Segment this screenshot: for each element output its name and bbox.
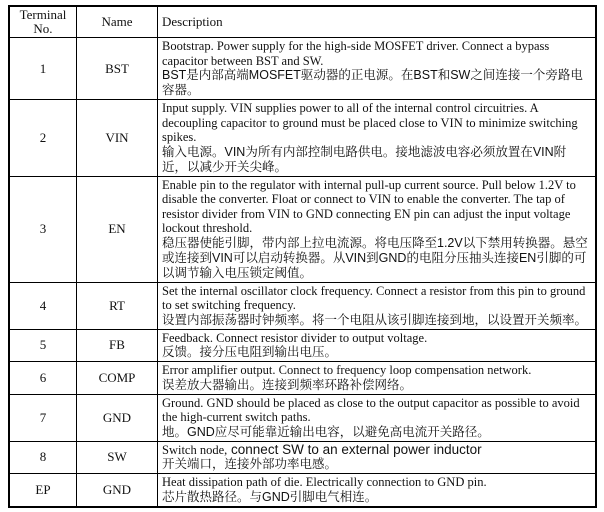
description-cell [158, 282, 597, 329]
description-cell [158, 176, 597, 282]
name-cell: SW [77, 441, 158, 474]
name-cell: GND [77, 474, 158, 507]
terminal-cell: EP [9, 474, 77, 507]
description-cell [158, 474, 597, 507]
description-english: Ground. GND should be placed as close to the output capacitor as possible to avoid the high-current switch paths. [162, 395, 580, 424]
table-row [9, 362, 596, 395]
terminal-cell: 5 [9, 329, 77, 362]
description-english: Enable pin to the regulator with internal pull-up current source. Pull below 1.2V to disable the converter. Float or connect to VIN to enable the converter. The tap of resistor divider from VIN to GND connecting EN pin can adjust the input voltage lockout threshold. [162, 177, 576, 235]
description-chinese: 误差放大器输出。连接到频率环路补偿网络。 [162, 377, 413, 392]
description-english: Bootstrap. Power supply for the high-side MOSFET driver. Connect a bypass capacitor between BST and SW. [162, 39, 550, 68]
description-english: Error amplifier output. Connect to frequency loop compensation network. [162, 363, 532, 377]
table-row [9, 282, 596, 329]
name-cell: RT [77, 282, 158, 329]
table-header-row [9, 6, 596, 38]
terminal-cell: 3 [9, 176, 77, 282]
terminal-cell: 4 [9, 282, 77, 329]
description-chinese: 开关端口，连接外部功率电感。 [162, 457, 338, 471]
description-chinese: 设置内部振荡器时钟频率。将一个电阻从该引脚连接到地，以设置开关频率。 [162, 312, 588, 327]
description-chinese: 反馈。接分压电阻到输出电压。 [162, 345, 338, 359]
table-row [9, 38, 596, 100]
description-cell [158, 362, 597, 395]
description-cell [158, 394, 597, 441]
pin-description-table [8, 5, 597, 508]
table-row [9, 441, 596, 474]
table-row [9, 394, 596, 441]
header-description: Description [158, 6, 597, 38]
name-cell: COMP [77, 362, 158, 395]
terminal-cell: 8 [9, 441, 77, 474]
description-chinese: 地。GND应尽可能靠近输出电容，以避免高电流开关路径。 [162, 424, 490, 439]
description-chinese: 稳压器使能引脚，带内部上拉电流源。将电压降至1.2V以下禁用转换器。悬空或连接到VIN可以启动转换器。从VIN到GND的电阻分压抽头连接EN引脚的可以调节输入电压锁定阈值。 [162, 235, 588, 280]
header-terminal-no: Terminal No. [9, 6, 77, 38]
terminal-cell: 6 [9, 362, 77, 395]
description-cell [158, 38, 597, 100]
table-row [9, 474, 596, 507]
name-cell: EN [77, 176, 158, 282]
description-chinese: BST是内部高端MOSFET驱动器的正电源。在BST和SW之间连接一个旁路电容器。 [162, 68, 583, 97]
description-cell [158, 100, 597, 177]
description-english: Switch node, connect SW to an external power inductor [162, 441, 482, 457]
terminal-cell: 1 [9, 38, 77, 100]
table-row [9, 176, 596, 282]
description-chinese: 芯片散热路径。与GND引脚电气相连。 [162, 489, 378, 504]
terminal-cell: 7 [9, 394, 77, 441]
description-chinese: 输入电源。VIN为所有内部控制电路供电。接地滤波电容必须放置在VIN附近，以减少开关尖峰。 [162, 144, 567, 174]
header-name: Name [77, 6, 158, 38]
description-english: Input supply. VIN supplies power to all of the internal control circuitries. A decoupling capacitor to ground must be placed close to VIN to minimize switching spikes. [162, 101, 578, 144]
description-cell [158, 441, 597, 474]
name-cell: VIN [77, 100, 158, 177]
name-cell: FB [77, 329, 158, 362]
description-english: Heat dissipation path of die. Electrically connection to GND pin. [162, 475, 487, 489]
name-cell: GND [77, 394, 158, 441]
description-cell [158, 329, 597, 362]
description-english: Feedback. Connect resistor divider to output voltage. [162, 330, 428, 345]
name-cell: BST [77, 38, 158, 100]
table-row [9, 100, 596, 177]
table-row [9, 329, 596, 362]
terminal-cell: 2 [9, 100, 77, 177]
description-english: Set the internal oscillator clock frequency. Connect a resistor from this pin to ground to set switching frequency. [162, 283, 586, 312]
